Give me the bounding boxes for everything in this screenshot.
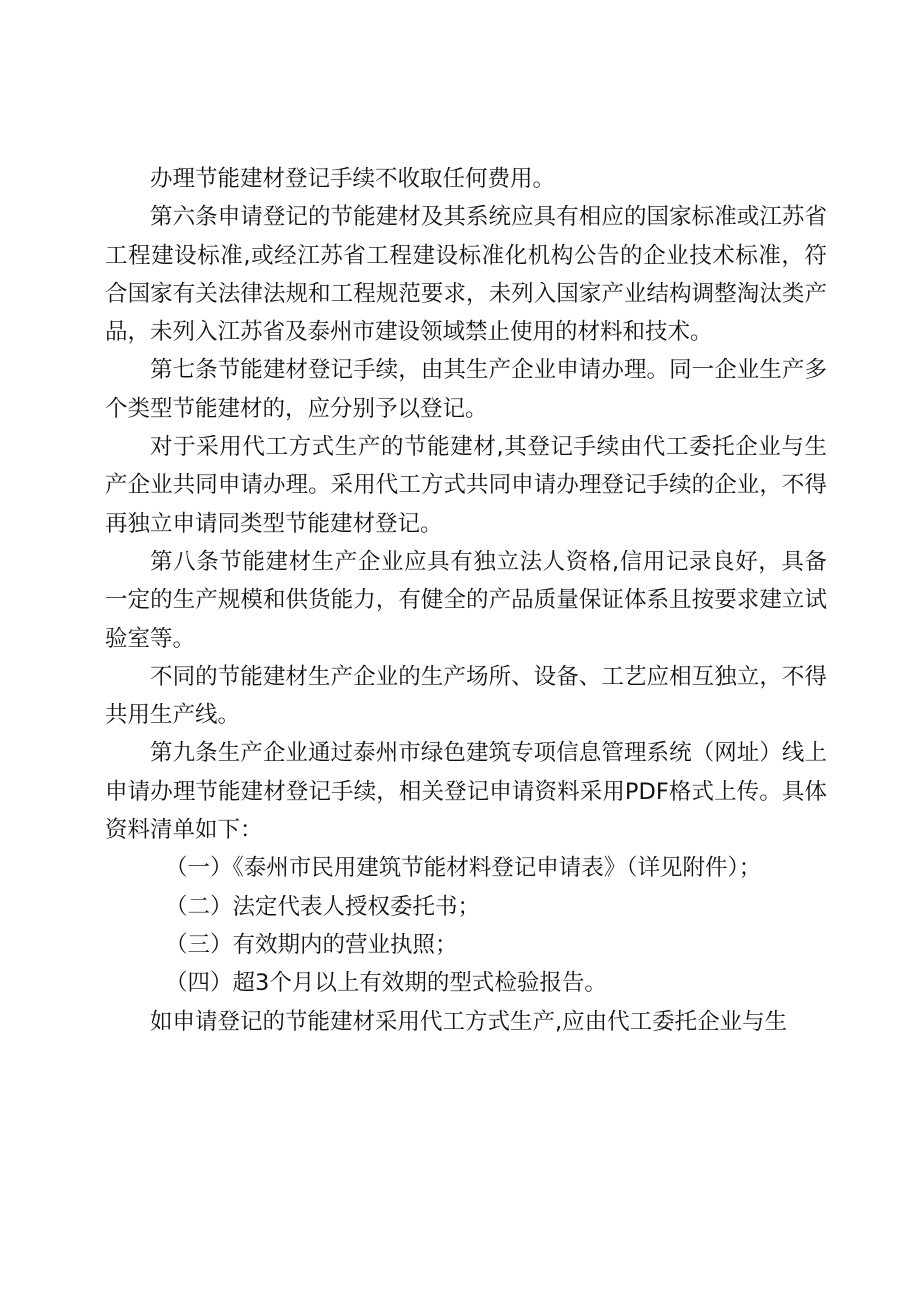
list-item: （一）《泰州市民用建筑节能材料登记申请表》（详见附件）； (165, 855, 762, 882)
paragraph-article-8: 第八条节能建材生产企业应具有独立法人资格,信用记录良好，具备一定的生产规模和供货能力，有健全的产品质量保证体系且按要求建立试验室等。 (105, 548, 827, 652)
paragraph-fee: 办理节能建材登记手续不收取任何费用。 (150, 166, 556, 192)
paragraph-article-9: 第九条生产企业通过泰州市绿色建筑专项信息管理系统（网址）线上申请办理节能建材登记手续，相关登记申请资料采用PDF格式上传。具体资料清单如下： (105, 740, 827, 844)
list-item: （二）法定代表人授权委托书； (165, 893, 481, 920)
list-item: （四）超3个月以上有效期的型式检验报告。 (165, 970, 607, 997)
paragraph-article-6: 第六条申请登记的节能建材及其系统应具有相应的国家标准或江苏省工程建设标准,或经江苏省工程建设标准化机构公告的企业技术标准，符合国家有关法律法规和工程规范要求，未列入国家产业结构调整淘汰类产品，未列入江苏省及泰州市建设领域禁止使用的材料和技术。 (105, 204, 827, 346)
document-body (105, 160, 827, 1041)
paragraph-article-7: 第七条节能建材登记手续，由其生产企业申请办理。同一企业生产多个类型节能建材的，应分别予以登记。 (105, 357, 827, 422)
list-item: （三）有效期内的营业执照； (165, 931, 458, 958)
paragraph-closing: 如申请登记的节能建材采用代工方式生产,应由代工委托企业与生 (150, 1008, 788, 1035)
paragraph-oem: 对于采用代工方式生产的节能建材,其登记手续由代工委托企业与生产企业共同申请办理。采用代工方式共同申请办理登记手续的企业，不得再独立申请同类型节能建材登记。 (105, 434, 827, 537)
paragraph-independence: 不同的节能建材生产企业的生产场所、设备、工艺应相互独立，不得共用生产线。 (105, 663, 827, 729)
